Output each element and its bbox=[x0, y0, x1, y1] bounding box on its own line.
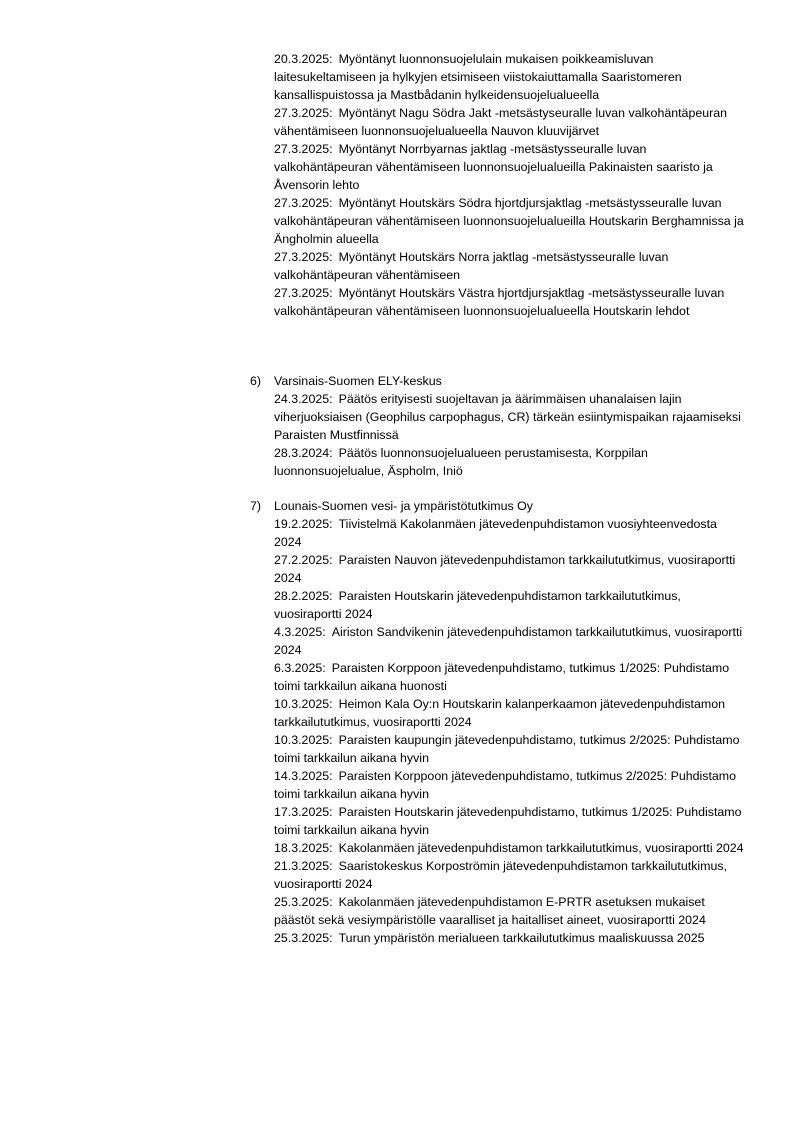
entry-date: 27.2.2025: bbox=[274, 553, 333, 567]
list-item bbox=[274, 104, 744, 140]
entry-date: 27.3.2025: bbox=[274, 286, 333, 300]
entry-date: 14.3.2025: bbox=[274, 769, 333, 783]
entry-text: Päätös luonnonsuojelualueen perustamisesta, Korppilan luonnonsuojelualue, Äspholm, Iniö bbox=[274, 446, 652, 478]
list-item bbox=[274, 515, 744, 551]
entry-date: 20.3.2025: bbox=[274, 52, 333, 66]
entry-date: 25.3.2025: bbox=[274, 895, 333, 909]
entry-text: Myöntänyt Nagu Södra Jakt -metsästyseuralle luvan valkohäntäpeuran vähentämiseen luonnonsuojelualueella Nauvon kluuvijärvet bbox=[274, 106, 731, 138]
entry-date: 28.2.2025: bbox=[274, 589, 333, 603]
list-item bbox=[274, 803, 744, 839]
entry-text: Tiivistelmä Kakolanmäen jätevedenpuhdistamon vuosiyhteenvedosta 2024 bbox=[274, 517, 721, 549]
section-number: 6) bbox=[250, 374, 262, 388]
list-item bbox=[274, 551, 744, 587]
list-item bbox=[274, 50, 744, 104]
entry-text: Kakolanmäen jätevedenpuhdistamon E-PRTR asetuksen mukaiset päästöt sekä vesiympäristölle vaaralliset ja haitalliset aineet, vuosiraportti 2024 bbox=[274, 895, 709, 927]
entry-text: Turun ympäristön merialueen tarkkailututkimus maaliskuussa 2025 bbox=[338, 931, 705, 945]
entry-text: Myöntänyt luonnonsuojelulain mukaisen poikkeamisluvan laitesukeltamiseen ja hylkyjen etsimiseen viistokaiuttamalla Saaristomeren kansallispuistossa ja Mastbådanin hylkeidensuojelualueella bbox=[274, 52, 686, 102]
entry-text: Kakolanmäen jätevedenpuhdistamon tarkkailututkimus, vuosiraportti 2024 bbox=[338, 841, 744, 855]
top-entries bbox=[274, 50, 748, 320]
list-item bbox=[274, 140, 744, 194]
list-item bbox=[274, 248, 744, 284]
section-title: Lounais-Suomen vesi- ja ympäristötutkimus Oy bbox=[274, 499, 533, 513]
list-item bbox=[274, 731, 744, 767]
entry-date: 27.3.2025: bbox=[274, 250, 333, 264]
section-number: 7) bbox=[250, 499, 262, 513]
entry-date: 21.3.2025: bbox=[274, 859, 333, 873]
entry-date: 27.3.2025: bbox=[274, 196, 333, 210]
entry-date: 6.3.2025: bbox=[274, 661, 326, 675]
entry-date: 24.3.2025: bbox=[274, 392, 333, 406]
entry-text: Paraisten kaupungin jätevedenpuhdistamo, tutkimus 2/2025: Puhdistamo toimi tarkkailun aikana hyvin bbox=[274, 733, 743, 765]
entry-text: Myöntänyt Houtskärs Södra hjortdjursjaktlag -metsästysseuralle luvan valkohäntäpeuran vähentämiseen luonnonsuojelualueilla Houtskarin Berghamnissa ja Ängholmin alueella bbox=[274, 196, 748, 246]
entry-text: Heimon Kala Oy:n Houtskarin kalanperkaamon jätevedenpuhdistamon tarkkailututkimus, vuosiraportti 2024 bbox=[274, 697, 729, 729]
entry-text: Airiston Sandvikenin jätevedenpuhdistamon tarkkailututkimus, vuosiraportti 2024 bbox=[274, 625, 746, 657]
list-item bbox=[274, 587, 744, 623]
entry-text: Paraisten Houtskarin jätevedenpuhdistamon tarkkailututkimus, vuosiraportti 2024 bbox=[274, 589, 685, 621]
list-item bbox=[274, 767, 744, 803]
entry-text: Myöntänyt Norrbyarnas jaktlag -metsästysseuralle luvan valkohäntäpeuran vähentämiseen luonnonsuojelualueilla Pakinaisten saaristo ja Åvensorin lehto bbox=[274, 142, 717, 192]
entry-text: Paraisten Houtskarin jätevedenpuhdistamo, tutkimus 1/2025: Puhdistamo toimi tarkkailun aikana hyvin bbox=[274, 805, 745, 837]
entry-date: 10.3.2025: bbox=[274, 697, 333, 711]
section-body bbox=[274, 497, 744, 947]
entry-date: 25.3.2025: bbox=[274, 931, 333, 945]
entry-text: Myöntänyt Houtskärs Norra jaktlag -metsästysseuralle luvan valkohäntäpeuran vähentämiseen bbox=[274, 250, 672, 282]
entry-date: 10.3.2025: bbox=[274, 733, 333, 747]
entry-date: 28.3.2024: bbox=[274, 446, 333, 460]
entry-date: 27.3.2025: bbox=[274, 106, 333, 120]
section-body bbox=[274, 372, 744, 480]
list-item bbox=[274, 659, 744, 695]
entry-date: 4.3.2025: bbox=[274, 625, 326, 639]
list-item bbox=[274, 893, 744, 929]
list-item bbox=[274, 695, 744, 731]
list-item bbox=[274, 444, 744, 480]
entry-text: Saaristokeskus Korpoströmin jätevedenpuhdistamon tarkkailututkimus, vuosiraportti 2024 bbox=[274, 859, 731, 891]
entry-date: 19.2.2025: bbox=[274, 517, 333, 531]
section-title: Varsinais-Suomen ELY-keskus bbox=[274, 374, 442, 388]
list-item bbox=[274, 194, 748, 248]
entry-text: Myöntänyt Houtskärs Västra hjortdjursjaktlag -metsästysseuralle luvan valkohäntäpeuran vähentämiseen luonnonsuojelualueella Houtskarin lehdot bbox=[274, 286, 728, 318]
list-item bbox=[274, 623, 744, 659]
entry-date: 17.3.2025: bbox=[274, 805, 333, 819]
list-item bbox=[274, 857, 744, 893]
entry-text: Päätös erityisesti suojeltavan ja äärimmäisen uhanalaisen lajin viherjuoksiaisen (Geophilus carpophagus, CR) tärkeän esiintymispaikan rajaamiseksi Paraisten Mustfinnissä bbox=[274, 392, 745, 442]
entry-date: 27.3.2025: bbox=[274, 142, 333, 156]
entry-date: 18.3.2025: bbox=[274, 841, 333, 855]
list-item bbox=[274, 929, 744, 947]
entry-text: Paraisten Nauvon jätevedenpuhdistamon tarkkailututkimus, vuosiraportti 2024 bbox=[274, 553, 739, 585]
entry-text: Paraisten Korppoon jätevedenpuhdistamo, tutkimus 2/2025: Puhdistamo toimi tarkkailun aikana hyvin bbox=[274, 769, 740, 801]
entry-text: Paraisten Korppoon jätevedenpuhdistamo, tutkimus 1/2025: Puhdistamo toimi tarkkailun aikana huonosti bbox=[274, 661, 733, 693]
list-item bbox=[274, 839, 744, 857]
list-item bbox=[274, 284, 744, 320]
list-item bbox=[274, 390, 744, 444]
